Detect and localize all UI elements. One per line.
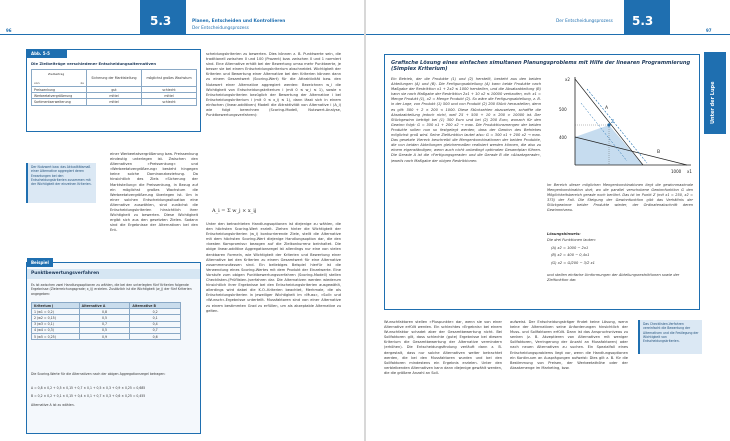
left-chapter-number: 5.3 [150, 14, 172, 28]
example-cell: 1 (w1 = 0,2) [32, 309, 80, 315]
lupe-box-body: Ein Betrieb, der die Produkte (1) und (2) herstellt, besteht aus den beiden Abteilungen (A) und (B). Die Fertigungsabteilung (A) kann beide Produkte nach Maßgabe der Restriktion x1 + 2x2 ≤ 1000 herstellen, und die Absatzabteilung (B) kann sie nach Maßgabe der Restriktion 2x1 + 10 x2 ≤ 10000 verkaufen, mit: x1 = Menge Produkt (1), x2 = Menge Produkt (2). So wäre die Fertigungsabteilung, z. B. in der Lage, von Produkt (1) 500 und von Produkt (2) 200 Stück herzustellen, denn es gilt: 500 + 2 × 200 < 1000. Diese Stückzahlen abzusetzen, schaffte die Absatzabteilung jedoch nicht, weil 25 + 500 + 10 × 200 > 10000 ist. Der Stückgewinn beträgt bei (1) 300 Euro und bei (2) 200 Euro, wonach für den Gewinn folgt: G = 300 x1 + 200 x2 → max. Die Produktionsmengen der beiden Produkte sollen nun so festgelegt werden, dass der Gewinn des Betriebes möglichst groß wird. Seine Zielfunktion lautet also: G = 300 x1 + 200 x2 → max. Das gesetzte Viereck beschreibt die Mengenkombinationen der beiden Produkte, die von beiden Abteilungen gleichermaßen realisiert werden können, die also zu einem eigenständigen, wenn auch nicht unbedingt optimalen Gesamtplan führen. Die Gerade A ist die »Fertigungsgerade« und die Gerade B die »Absatzgerade«, jeweils nach Maßgabe der obigen Restriktionen. [391, 77, 541, 163]
label-A: A [605, 106, 609, 111]
left-page-subtitle: Der Entscheidungsprozess [192, 26, 249, 31]
scoring-formula: A_i = Σ w_j × x_ij [212, 208, 257, 214]
equation-g: (G) x2 = G/200 − 3/2 x1 [551, 261, 595, 265]
table-cell: mittel [87, 99, 142, 105]
example-header: Alternative B [130, 303, 181, 309]
row-header: Werbeetatvergrößerung [32, 93, 87, 99]
example-intro: Es ist zwischen zwei Handlungsoptionen zu wählen, die bei den unterlegten fünf Kriterien folgende Ergebnisse (Zielerreichungsgrade; x_ij) erzielen. Zusätzlich ist die Wichtigkeit (w_j) der fünf Kriterien angegeben: [31, 283, 192, 296]
corner-von: von [34, 80, 40, 85]
example-cell: 0,5 [79, 327, 130, 333]
figure-abb-5-5 [26, 49, 201, 132]
left-body-column-2b: Unter den betrachteten Handlungsoptionen ist diejenige zu wählen, die den höchsten Scoring-Wert erzielt. Ziehen hinter die Wichtigkeit der Entscheidungskriterien (w_i) konkurrierende Ziele, stellt die Alternative mit dem höchsten Scoring-Wert diejenige Handlungsoption dar, die den »besten Kompromiss« bezogen auf die Zielkonkurrenz beinhaltet. Die obige linear-additive Aggregationsregel ist allerdings nur eine von vielen denkbaren Formeln, wie Wichtigkeit der Kriterien und Bewertung einer Alternative bei den Kriterien zu einem Gesamtwert für eine Alternative zusammenzufassen sind. Ein beliebiges Beispiel hierfür ist die Verwendung eines Scoring-Wertes mit dem Produkt der Einzelwerte. Eine Vorstufe zum obigen Punktbewertungsverfahren (Scoring-Modell) stellen Checklisten-(Prüflisten-)verfahren dar. Die Alternativen werden wiederum hinsichtlich ihrer Ergebnisse bei den Entscheidungskriterien ausgewählt, allerdings wird dabei die K.O.-Kriterien beachtet, Merkmale, die als Entscheidungskriterien in jeweiliger Wichtigkeit im »Muss«, »Soll« und »Wunsch«-Ergebnisse unterteilt. Mussfaktoren sind von einer Alternative zu einem bestimmten Grad zu erfüllen, um als akzeptable Alternative zu gelten. [206, 222, 341, 313]
left-chapter-bar [140, 0, 186, 35]
example-cell: 0,1 [130, 315, 181, 321]
label-y500: 500 [559, 107, 567, 112]
example-table [31, 302, 181, 340]
table-cell: schlecht [142, 87, 197, 93]
side-tab-label: Unter der Lupe [710, 81, 716, 124]
example-result: Alternative A ist zu wählen. [31, 403, 75, 407]
equation-b: (B) x2 = 400 − 0,4x1 [551, 253, 590, 257]
right-page-number: 97 [706, 28, 712, 33]
left-body-column-1: einer Werbeetatvergrößerung bzw. Preissenkung eindeutig unterlegen ist. Zwischen den Alternativen »Preissenkung« und »Werbeetatvergrößerung« besteht hingegen keine solche Dominanzbeziehung. Da hinsichtlich des Ziels »Sicherung der Marktstellung« die Preissenkung, in Bezug auf ein möglichst großes Wachstum die Werbeetatvergrößerung überlegen ist. Um in einer solchen Entscheidungssituation eine Alternative auswählen, sind zunächst die Entscheidungskriterien hinsichtlich ihrer Wichtigkeit zu bewerten. Diese Wichtigkeit ergibt sich aus den gesetzten Zielen. Sodann sind die Ergebnisse der Alternativen bei den Ent- [110, 152, 198, 233]
table-cell: schlecht [142, 99, 197, 105]
example-calc-a: A = 0,8 × 0,2 + 0,5 × 0,15 + 0,7 × 0,1 + 0,5 × 0,3 + 0,9 × 0,25 = 0,685 [31, 386, 146, 390]
left-body-column-2a: scheidungskriterien zu bewerten. Dies können z. B. Punktwerte sein, die traditionell zwischen 0 und 100 (Prozent) bzw. zwischen 0 und 1 normiert sind. Eine Alternative erhält bei der Bewertung umso mehr Punktwerte, je besser sie bei einem Entscheidungskriterium abschneidet. Wichtigkeit der Kriterien und Bewertung einer Alternative bei den Kriterien können dann zu einem Gesamtwert (Scoring-Wert) für die Attraktivität bzw. den Nutzwert einer Alternative aggregiert werden: Bezeichnen w_i die Wichtigkeit von Entscheidungskriterium i (mit 0 ≤ w_i ≤ 1), sowie n Entscheidungskriterien bezüglich der Bewertung der Alternative i bei Entscheidungskriterium i (mit 0 ≤ x_ij ≤ 1), dann lässt sich in einem einfachen (linear-additiven) Modell die Attraktivität von Alternative i (A_i) wie folgt berechnen (Scoring-Modell, Nutzwert-Analyse, Punktbewertungsverfahren): [206, 52, 341, 118]
example-cell: 2 (w2 = 0,15) [32, 315, 80, 321]
left-page-title: Planen, Entscheiden und Kontrollieren [192, 19, 286, 24]
right-margin-note-text: Das Checklisten-Verfahren vereinfacht die Bewertung der Alternativen und die Festlegung der Wichtigkeit von Entscheidungskriterien. [643, 322, 699, 344]
lp-graph [547, 73, 697, 179]
example-cell: 0,4 [130, 321, 181, 327]
solution-title: Lösungshinweis: [547, 232, 581, 236]
table-cell: mittel [142, 93, 197, 99]
label-x1-axis: x1 [687, 169, 692, 174]
example-cell: 0,7 [79, 321, 130, 327]
solution-intro: Die drei Funktionen lauten: [547, 238, 596, 242]
example-cell: 0,9 [79, 333, 130, 339]
example-cell: 0,6 [130, 333, 181, 339]
example-cell: 0,8 [79, 309, 130, 315]
figure-caption: Die Zielbeiträge verschiedener Entscheidungsalternativen [31, 61, 157, 66]
table-cell: mittel [87, 93, 142, 99]
equation-a: (A) x2 = 1000 − 2x1 [551, 246, 589, 250]
row-header: Preissenkung [32, 87, 87, 93]
label-x2-axis: x2 [565, 77, 570, 82]
left-header-rule [0, 34, 365, 35]
label-Z: Z [611, 120, 615, 125]
right-body-column-1: Wunschfaktoren stellen »Pluspunkte« dar, wenn sie von einer Alternative erfüllt werden. Ein schlechtes »Ergebnis« bei einem Wunschfaktor schadet aber der Gesamtbewertung nicht. Bei Sollfaktoren gilt, dass schlechte (gute) Ergebnisse bei diesem Kriterium die Gesamtbewertung der Alternative vermindern (erhöhen). Die Entscheidungsfindung verläuft dann z. B. dergestalt, dass nur solche Alternativen weiter betrachtet werden, die bei den Mussfaktoren wurden und bei den Sollfaktoren mindestens ein Ergebnis erzielen. Unter den verbleibenden Alternativen kann dann diejenige gewählt werden, die die größere Anzahl an Soll- [384, 320, 502, 375]
example-cell: 0,2 [130, 309, 181, 315]
col-header-wachstum: möglichst großes Wachstum [142, 70, 197, 87]
col-header-marktstellung: Sicherung der Marktstellung [87, 70, 142, 87]
right-margin-note [638, 320, 702, 354]
left-page-number: 96 [6, 28, 12, 33]
corner-zielbeitrag: Zielbeitrag [48, 71, 65, 76]
lupe-box-title: Grafische Lösung eines einfachen simultanen Planungsproblems mit Hilfe der linearen Programmierung (Simplex Kriterium) [391, 60, 691, 73]
zielbeitrag-table [31, 69, 197, 106]
right-page-subtitle: Der Entscheidungsprozess [556, 19, 613, 24]
lupe-box [384, 54, 700, 310]
corner-zu: zu [80, 80, 84, 85]
example-header: Kriterium j [32, 303, 80, 309]
label-x1000: 1000 [671, 169, 682, 174]
solution-outro: und stellen einfache Umformungen der Abteilungsrestriktionen sowie der Zielfunktion dar. [547, 273, 680, 283]
left-margin-note [26, 163, 96, 203]
example-cell: 3 (w3 = 0,1) [32, 321, 80, 327]
example-header: Alternative A [79, 303, 130, 309]
figure-label: Abb. 5-5 [31, 51, 50, 56]
example-tag: Beispiel [27, 258, 53, 267]
right-chapter-bar [624, 0, 670, 35]
right-header-rule [366, 34, 730, 35]
example-cell: 0,5 [79, 315, 130, 321]
chart-caption: Im Bereich dieser möglichen Mengenkombinationen liegt die gewinnmaximale Mengenkombination dort, wo die parallel verschobene Gewinnfunktion G den Möglichkeitsbereich gerade noch berührt. Das ist im Punkt Z (mit x1 = 250, x2 = 375) der Fall. Die Steigung der Gewinnfunktion gibt das Verhältnis der Stückgewinne beider Produkte wieder, der Ordinatenabschnitt deren Gewinnniveau. [547, 183, 693, 212]
example-cell: 0,7 [130, 327, 181, 333]
example-cell: 4 (w4 = 0,3) [32, 327, 80, 333]
example-outro: Die Scoring-Werte für die Alternativen nach der obigen Aggregationsregel betragen: [31, 372, 166, 376]
label-B: B [657, 150, 661, 155]
left-margin-note-text: Der Nutzwert bzw. das Aktualitätsmaß einer Alternative aggregiert deren Erwartungen bei den Entscheidungskriterien zusammen mit der Wichtigkeit der einzelnen Kriterien. [31, 165, 92, 187]
right-chapter-number: 5.3 [632, 14, 654, 28]
side-tab [704, 52, 726, 134]
label-y400: 400 [559, 135, 567, 140]
row-header: Sortimentserweiterung [32, 99, 87, 105]
example-title: Punktbewertungsverfahren [31, 271, 100, 276]
table-cell: gut [87, 87, 142, 93]
example-calc-b: B = 0,2 × 0,2 + 0,1 × 0,15 + 0,4 × 0,1 + 0,7 × 0,3 + 0,6 × 0,25 = 0,455 [31, 394, 146, 398]
right-body-column-2: aufweist. Der Entscheidungsträger findet keine Lösung, wenn keine der Alternativen seine Anforderungen hinsichtlich der Muss- und Sollfaktoren erfüllt. Dann ist das Anspruchsniveau zu senken (z. B. Akzeptieren von Alternativen mit weniger Sollfaktoren, Verringerung der Anzahl an Mussfaktoren) oder nach neuen Alternativen zu suchen. Ein Spezialfall eines Entscheidungsproblems liegt vor, wenn die Handlungsoptionen ein Kontinuum an Ausprägungen aufweist: Dies gilt z. B. für die Bestimmung von Preisen, der Werbeetathöhe oder der Absatzmenge im Marketing, bzw. [510, 320, 628, 370]
example-box [26, 262, 201, 434]
right-page [366, 0, 730, 441]
example-cell: 5 (w5 = 0,25) [32, 333, 80, 339]
